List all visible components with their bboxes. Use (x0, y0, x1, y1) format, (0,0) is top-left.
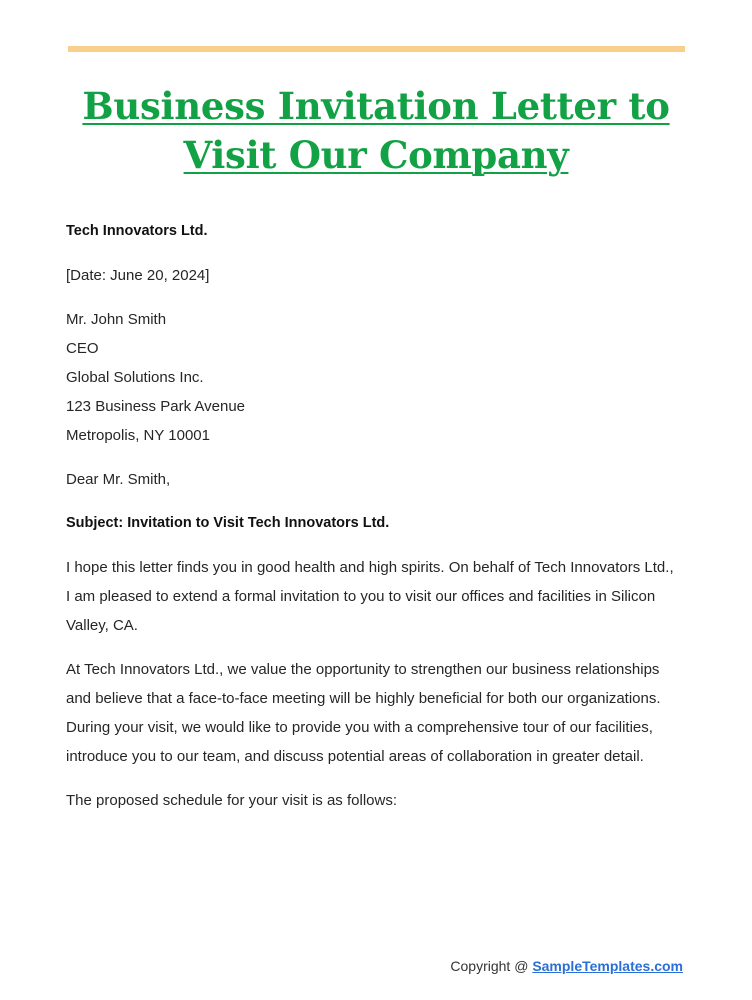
recipient-organization: Global Solutions Inc. (66, 369, 204, 386)
salutation: Dear Mr. Smith, (66, 471, 171, 488)
page-title: Business Invitation Letter to Visit Our Company (82, 84, 670, 177)
copyright-footer (450, 958, 683, 974)
copyright-text: Copyright @ (450, 958, 529, 974)
sender-company: Tech Innovators Ltd. (66, 223, 208, 239)
top-accent-bar (68, 46, 685, 52)
recipient-street: 123 Business Park Avenue (66, 398, 246, 415)
body-paragraph: I hope this letter finds you in good health and high spirits. On behalf of Tech Innovators Ltd., I am pleased to extend a formal invitation to you to visit our offices and facilities in Silicon Valley, CA. (66, 559, 674, 634)
body-paragraph: The proposed schedule for your visit is as follows: (66, 792, 397, 809)
recipient-city: Metropolis, NY 10001 (66, 427, 210, 444)
recipient-name: Mr. John Smith (66, 311, 167, 328)
sampletemplates-link[interactable]: SampleTemplates.com (532, 958, 683, 974)
letter-body (66, 217, 678, 830)
recipient-position: CEO (66, 340, 99, 357)
letter-subject: Subject: Invitation to Visit Tech Innovators Ltd. (66, 515, 390, 531)
letter-date: [Date: June 20, 2024] (66, 267, 210, 284)
body-paragraph: At Tech Innovators Ltd., we value the opportunity to strengthen our business relationships and believe that a face-to-face meeting will be highly beneficial for both our organizations. During your visit, we would like to provide you with a comprehensive tour of our facilities, introduce you to our team, and discuss potential areas of collaboration in greater detail. (66, 661, 661, 765)
recipient-address (66, 305, 678, 450)
